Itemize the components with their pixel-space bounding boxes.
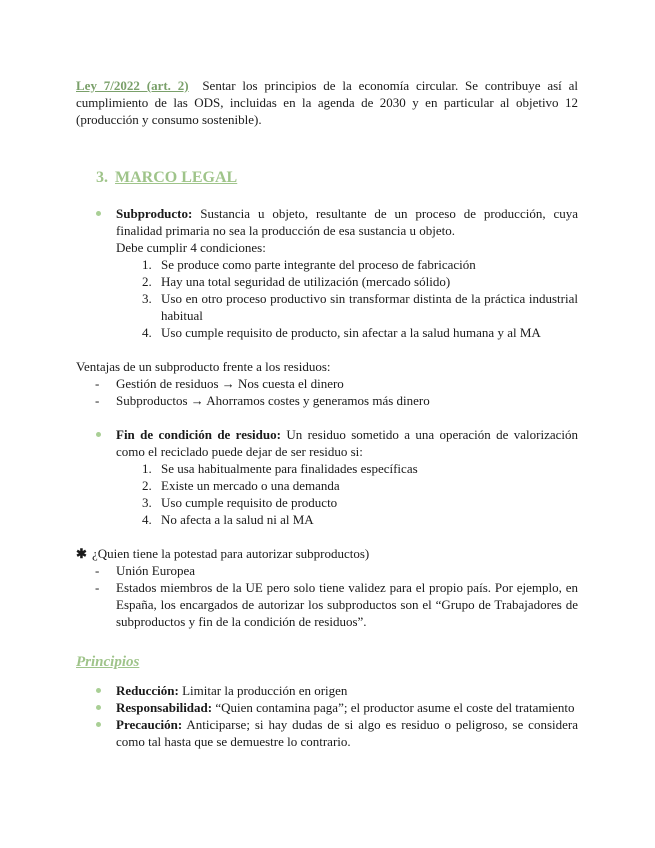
list-item: 1. Se produce como parte integrante del proceso de fabricación: [155, 256, 578, 273]
subproducto-conditions-list: [76, 256, 578, 341]
fin-residuo-conditions-list: [76, 460, 578, 528]
ventajas-list: [76, 375, 578, 409]
conditions-intro: Debe cumplir 4 condiciones:: [116, 240, 266, 255]
list-item: - Unión Europea: [95, 563, 196, 578]
section-number: 3.: [96, 169, 108, 186]
fin-residuo-term: Fin de condición de residuo:: [116, 427, 281, 442]
section-heading: [96, 168, 578, 188]
asterisk-icon: ✱: [76, 546, 87, 561]
list-item: - Gestión de residuos → Nos cuesta el dinero: [95, 376, 344, 391]
list-item: 4. No afecta a la salud ni al MA: [155, 511, 578, 528]
potestad-question: ✱ ¿Quien tiene la potestad para autorizar subproductos): [76, 546, 370, 561]
bullet-icon: [96, 705, 101, 710]
potestad-list: [76, 562, 578, 630]
list-item: 2. Hay una total seguridad de utilización (mercado sólido): [155, 273, 578, 290]
bullet-icon: [96, 688, 101, 693]
ventajas-title: Ventajas de un subproducto frente a los residuos:: [76, 359, 331, 374]
bullet-icon: [96, 722, 101, 727]
intro-paragraph: [76, 77, 578, 128]
list-item: 3. Uso cumple requisito de producto: [155, 494, 578, 511]
principio-item: Reducción: Limitar la producción en origen: [76, 682, 578, 699]
law-reference-link[interactable]: Ley 7/2022 (art. 2): [76, 78, 189, 93]
list-item: 4. Uso cumple requisito de producto, sin afectar a la salud humana y al MA: [155, 324, 578, 341]
fin-residuo-definition: Fin de condición de residuo: Un residuo sometido a una operación de valorización como el reciclado puede dejar de ser residuo si:: [116, 427, 578, 459]
principios-heading: Principios: [76, 654, 140, 670]
fin-residuo-block: [76, 426, 578, 460]
intro-text: Sentar los principios de la economía circular. Se contribuye así al cumplimiento de las ODS, incluidas en la agenda de 2030 y en particular al objetivo 12 (producción y consumo sostenible).: [76, 78, 579, 127]
list-item: - Estados miembros de la UE pero solo tiene validez para el propio país. Por ejemplo, en España, los encargados de autorizar los subproductos son el “Grupo de Trabajadores de subproductos y fin de la condición de residuos”.: [95, 580, 578, 629]
subproducto-block: [76, 205, 578, 256]
list-item: 2. Existe un mercado o una demanda: [155, 477, 578, 494]
subproducto-term: Subproducto:: [116, 206, 193, 221]
list-item: - Subproductos → Ahorramos costes y generamos más dinero: [95, 393, 430, 408]
list-item: 1. Se usa habitualmente para finalidades específicas: [155, 460, 578, 477]
principio-item: Precaución: Anticiparse; si hay dudas de si algo es residuo o peligroso, se considera como tal hasta que se demuestre lo contrario.: [76, 716, 578, 750]
list-item: 3. Uso en otro proceso productivo sin transformar distinta de la práctica industrial habitual: [155, 290, 578, 324]
document-page: [76, 77, 578, 750]
principio-item: Responsabilidad: “Quien contamina paga”; el productor asume el coste del tratamiento: [76, 699, 578, 716]
bullet-icon: [96, 432, 101, 437]
subproducto-definition: Subproducto: Sustancia u objeto, resultante de un proceso de producción, cuya finalidad primaria no sea la producción de esa sustancia u objeto.: [116, 206, 579, 238]
section-title: MARCO LEGAL: [115, 169, 238, 186]
bullet-icon: [96, 211, 101, 216]
